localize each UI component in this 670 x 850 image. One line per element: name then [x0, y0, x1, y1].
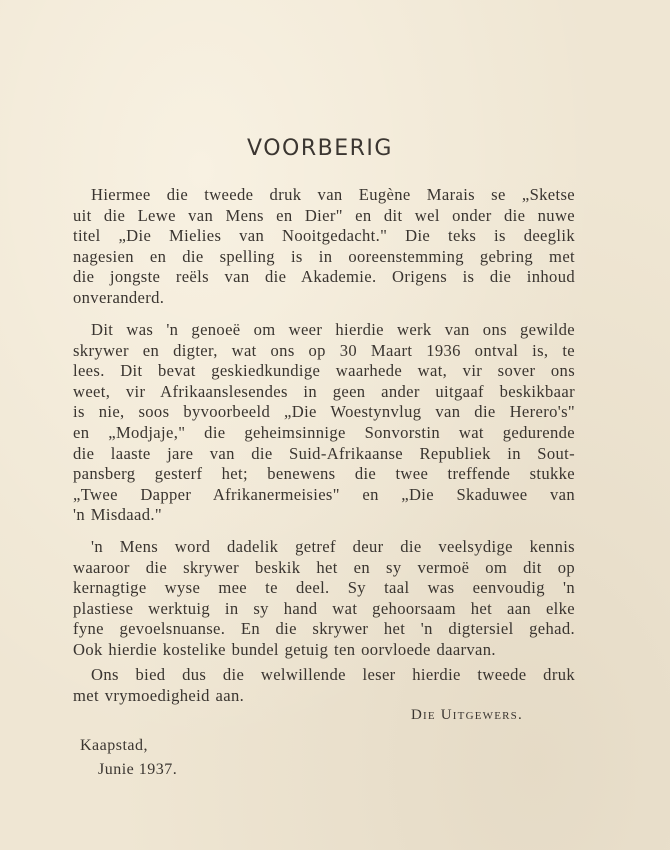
text-line: Ook hierdie kostelike bundel getuig ten oorvloede daarvan. — [73, 639, 496, 659]
text-line: met vrymoedigheid aan. — [73, 685, 245, 705]
paragraph-1 — [73, 185, 575, 309]
text-line: die laaste jare van die Suid-Afrikaanse Republiek in Sout- — [73, 443, 575, 463]
text-line: skrywer en digter, wat ons op 30 Maart 1936 ontval is, te — [73, 340, 575, 360]
text-line: fyne gevoelsnuanse. En die skrywer het 'n digtersiel gehad. — [73, 619, 575, 639]
text-line: is nie, soos byvoorbeeld „Die Woestynvlug van die Herero's" — [73, 402, 575, 422]
text-line: lees. Dit bevat geskiedkundige waarhede wat, vir sover ons — [73, 361, 575, 381]
page-title: VOORBERIG — [247, 136, 393, 161]
text-line: Dit was 'n genoeë om weer hierdie werk van ons gewilde — [91, 320, 575, 339]
text-line: „Twee Dapper Afrikanermeisies" en „Die Skaduwee van — [73, 484, 575, 504]
paragraph-2 — [73, 320, 575, 526]
text-line: pansberg gesterf het; benewens die twee treffende stukke — [73, 464, 575, 484]
text-line: onveranderd. — [73, 287, 165, 307]
text-line: kernagtige wyse mee te deel. Sy taal was eenvoudig 'n — [73, 578, 575, 598]
text-line: weet, vir Afrikaanslesendes in geen ander uitgaaf beskikbaar — [73, 381, 575, 401]
publisher-signature: Die Uitgewers. — [411, 707, 523, 723]
text-line: die jongste reëls van die Akademie. Origens is die inhoud — [73, 267, 575, 287]
text-line: Ons bied dus die welwillende leser hierdie tweede druk — [91, 665, 575, 684]
text-line: 'n Mens word dadelik getref deur die veelsydige kennis — [91, 537, 575, 556]
paragraph-3 — [73, 537, 575, 661]
date-line: Junie 1937. — [98, 761, 178, 778]
text-line: titel „Die Mielies van Nooitgedacht." Die teks is deeglik — [73, 226, 575, 246]
paragraph-4 — [73, 665, 575, 706]
text-line: plastiese werktuig in sy hand wat gehoorsaam het aan elke — [73, 598, 575, 618]
text-line: 'n Misdaad." — [73, 505, 163, 525]
text-line: nagesien en die spelling is in ooreenstemming gebring met — [73, 246, 575, 266]
text-line: waaroor die skrywer beskik het en sy vermoë om dit op — [73, 557, 575, 577]
text-line: Hiermee die tweede druk van Eugène Marais se „Sketse — [91, 185, 575, 204]
text-line: uit die Lewe van Mens en Dier" en dit wel onder die nuwe — [73, 205, 575, 225]
place-line: Kaapstad, — [80, 737, 149, 754]
text-line: en „Modjaje," die geheimsinnige Sonvorstin wat gedurende — [73, 422, 575, 442]
